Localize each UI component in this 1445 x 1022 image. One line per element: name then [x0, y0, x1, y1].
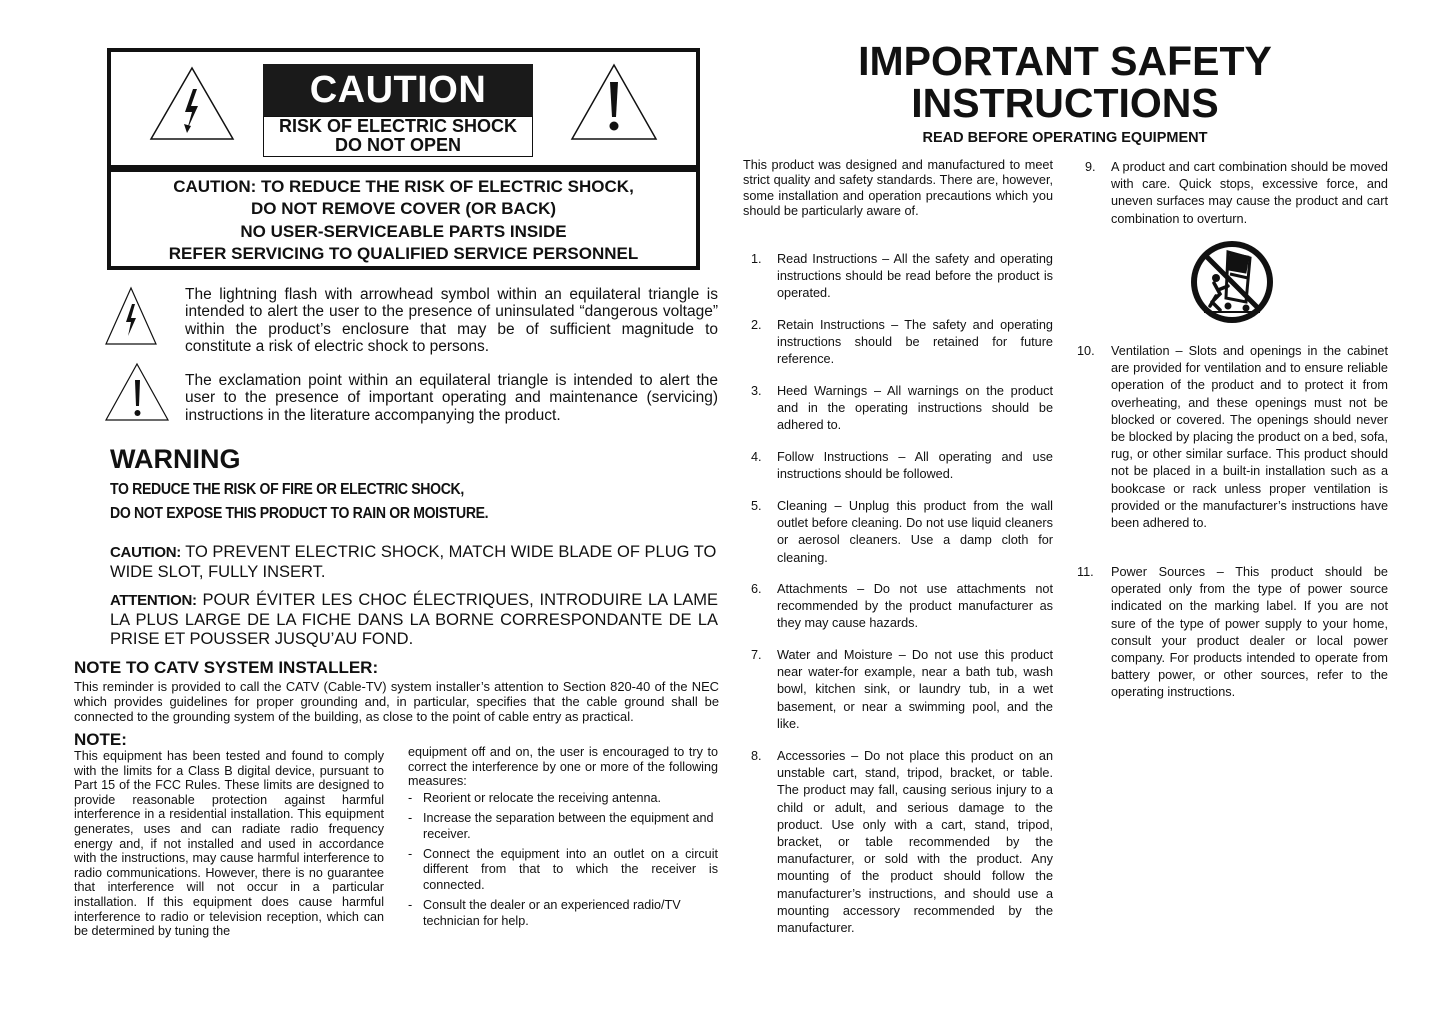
caution-header [111, 52, 696, 169]
plug-caution-label: CAUTION: [110, 544, 181, 561]
page-subtitle: READ BEFORE OPERATING EQUIPMENT [922, 130, 1208, 146]
item-number: 8. [751, 749, 762, 763]
safety-item [743, 251, 1053, 303]
item-text: A product and cart combination should be moved with care. Quick stops, excessive force, and uneven surfaces may cause the product and cart combination to overturn. [1111, 160, 1388, 226]
plug-attention-text: POUR ÉVITER LES CHOC ÉLECTRIQUES, INTRODUIRE LA LAME LA PLUS LARGE DE LA FICHE DANS LA BORNE CORRESPONDANTE DE LA PRISE ET POUSSER JUSQU’AU FOND. [110, 591, 718, 648]
item-text: Heed Warnings – All warnings on the product and in the operating instructions should be adhered to. [777, 384, 1053, 433]
item-number: 1. [751, 252, 762, 266]
caution-box [107, 48, 700, 270]
item-text: Read Instructions – All the safety and operating instructions should be read before the product is operated. [777, 252, 1053, 301]
warning-line-1: TO REDUCE THE RISK OF FIRE OR ELECTRIC SHOCK, [110, 481, 464, 498]
item-text: Ventilation – Slots and openings in the cabinet are provided for ventilation and to ensure reliable operation of the product and to protect it from overheating, and these openings must not be blocked or covered. The openings should never be blocked by placing the product on a bed, sofa, rug, or other similar surface. This product should not be placed in a built-in installation such as a bookcase or rack unless proper ventilation is provided or the manufacturer’s instructions have been adhered to. [1111, 344, 1388, 531]
safety-item [1077, 564, 1388, 702]
item-text: Power Sources – This product should be operated only from the type of power source indicated on the marking label. If you are not sure of the type of power supply to your home, consult your product dealer or local power company. For products intended to operate from battery power, or other sources, refer to the operating instructions. [1111, 565, 1388, 700]
caution-title: CAUTION [263, 64, 533, 116]
caution-line: NO USER-SERVICEABLE PARTS INSIDE [240, 221, 567, 241]
page-title [830, 40, 1300, 124]
safety-item [743, 317, 1053, 369]
note-right-intro: equipment off and on, the user is encouraged to try to correct the interference by one or more of the following measures: [408, 745, 718, 789]
safety-item [743, 647, 1053, 733]
plug-caution-text: TO PREVENT ELECTRIC SHOCK, MATCH WIDE BLADE OF PLUG TO WIDE SLOT, FULLY INSERT. [110, 543, 717, 581]
caution-subtitle-line-2: DO NOT OPEN [334, 135, 461, 155]
item-number: 9. [1085, 160, 1096, 174]
measure-text: Connect the equipment into an outlet on a circuit different from that to which the receiver is connected. [423, 847, 718, 892]
item-number: 2. [751, 318, 762, 332]
caution-lines [111, 176, 696, 265]
item-number: 10. [1077, 344, 1095, 358]
plug-attention [110, 591, 718, 650]
item-text: Accessories – Do not place this product on an unstable cart, stand, tripod, bracket, or table. The product may fall, causing serious injury to a child or adult, and serious damage to the product. Use only with a cart, stand, tripod, bracket, or table recommended by the manufacturer, or sold with the product. Any mounting of the product should follow the manufacturer’s instructions, and should use a mounting accessory recommended by the manufacturer. [777, 749, 1053, 936]
exclamation-warning-icon [569, 62, 659, 142]
safety-item [1077, 159, 1388, 228]
warning-line-2: DO NOT EXPOSE THIS PRODUCT TO RAIN OR MOISTURE. [110, 505, 489, 522]
measure-text: Increase the separation between the equipment and receiver. [423, 811, 714, 841]
item-number: 11. [1077, 565, 1094, 579]
measure-text: Consult the dealer or an experienced radio/TV technician for help. [423, 898, 681, 928]
cart-tipover-icon [1190, 240, 1274, 324]
safety-item [1077, 343, 1388, 532]
lightning-warning-icon [104, 286, 158, 346]
safety-item [743, 383, 1053, 435]
caution-line: REFER SERVICING TO QUALIFIED SERVICE PERSONNEL [168, 243, 639, 263]
measure-text: Reorient or relocate the receiving antenna. [423, 790, 662, 805]
warning-heading: WARNING [110, 444, 241, 474]
exclamation-warning-icon [104, 362, 170, 422]
dash-bullet: - [408, 847, 413, 861]
item-number: 6. [751, 582, 762, 596]
plug-caution [110, 543, 718, 582]
lightning-warning-icon [147, 64, 237, 142]
note-left-text: This equipment has been tested and found to comply with the limits for a Class B digital device, pursuant to Part 15 of the FCC Rules. These limits are designed to provide reasonable protection against harmful interference in a residential installation. This equipment generates, uses and can radiate radio frequency energy and, if not installed and used in accordance with the instructions, may cause harmful interference to radio communications. However, there is no guarantee that interference will not occur in a particular installation. If this equipment does cause harmful interference to radio or television reception, which can be determined by tuning the [74, 749, 384, 939]
safety-item [743, 748, 1053, 937]
measure-item [408, 811, 718, 842]
item-text: Retain Instructions – The safety and operating instructions should be retained for future reference. [777, 318, 1053, 367]
safety-item [743, 581, 1053, 633]
caution-subtitle-line-1: RISK OF ELECTRIC SHOCK [278, 116, 517, 136]
safety-item [743, 498, 1053, 567]
note-right-column [408, 745, 718, 929]
measure-item [408, 791, 718, 806]
catv-heading: NOTE TO CATV SYSTEM INSTALLER: [74, 658, 379, 677]
dash-bullet: - [408, 898, 413, 913]
safety-item [743, 449, 1053, 483]
page-title-line-1: IMPORTANT SAFETY [858, 38, 1272, 84]
item-text: Water and Moisture – Do not use this product near water-for example, near a bath tub, wash bowl, kitchen sink, or laundry tub, in a wet basement, or near a swimming pool, and the like. [777, 648, 1053, 731]
item-text: Attachments – Do not use attachments not recommended by the product manufacturer as they may cause hazards. [777, 582, 1053, 631]
dash-bullet: - [408, 790, 413, 805]
lightning-symbol-text: The lightning flash with arrowhead symbol within an equilateral triangle is intended to alert the user to the presence of uninsulated “dangerous voltage” within the product’s enclosure that may be of sufficient magnitude to constitute a risk of electric shock to persons. [185, 286, 718, 355]
item-number: 7. [751, 648, 762, 662]
exclamation-symbol-text: The exclamation point within an equilateral triangle is intended to alert the user to the presence of important operating and maintenance (servicing) instructions in the literature accompanying the product. [185, 372, 718, 424]
catv-text: This reminder is provided to call the CATV (Cable-TV) system installer’s attention to Section 820-40 of the NEC which provides guidelines for proper grounding and, in particular, specifies that the cable ground shall be connected to the grounding system of the building, as close to the point of cable entry as practical. [74, 679, 719, 725]
caution-subtitle [263, 116, 533, 157]
item-text: Follow Instructions – All operating and use instructions should be followed. [777, 450, 1053, 482]
note-heading: NOTE: [74, 730, 127, 749]
caution-separator [111, 169, 696, 172]
measure-item [408, 898, 718, 929]
item-number: 3. [751, 384, 762, 398]
dash-bullet: - [408, 811, 413, 826]
plug-attention-label: ATTENTION: [110, 592, 197, 609]
safety-intro: This product was designed and manufactured to meet strict quality and safety standards. There are, however, some installation and operation precautions which you should be particularly aware of. [743, 158, 1053, 219]
caution-line: CAUTION: TO REDUCE THE RISK OF ELECTRIC SHOCK, [173, 177, 634, 196]
item-number: 4. [751, 450, 762, 464]
item-number: 5. [751, 499, 762, 513]
page-title-line-2: INSTRUCTIONS [911, 80, 1219, 126]
item-text: Cleaning – Unplug this product from the wall outlet before cleaning. Do not use liquid cleaners or aerosol cleaners. Use a damp cloth for cleaning. [777, 499, 1053, 565]
caution-line: DO NOT REMOVE COVER (OR BACK) [250, 199, 557, 219]
measure-item [408, 847, 718, 893]
